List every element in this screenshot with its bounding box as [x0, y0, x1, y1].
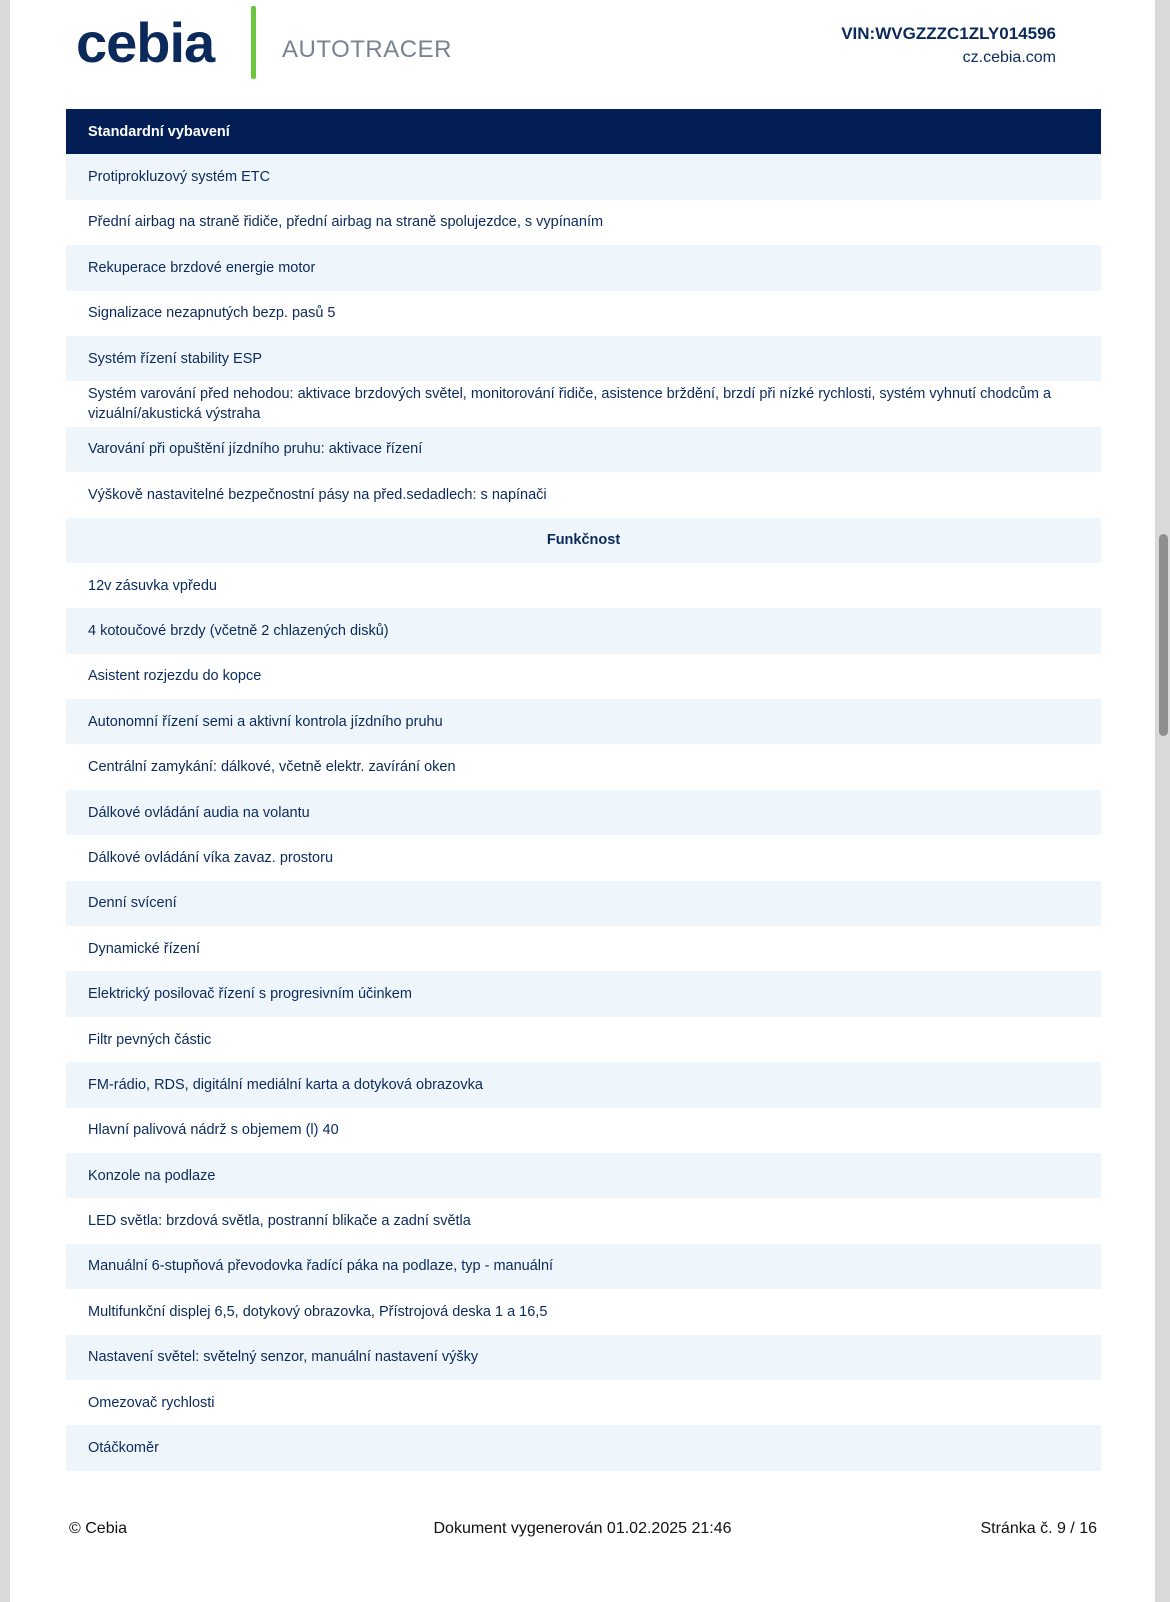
table-row: LED světla: brzdová světla, postranní blikače a zadní světla	[88, 1213, 471, 1230]
table-row: Signalizace nezapnutých bezp. pasů 5	[88, 305, 336, 322]
table-row: Hlavní palivová nádrž s objemem (l) 40	[88, 1122, 339, 1139]
page-number: Stránka č. 9 / 16	[980, 1520, 1097, 1537]
table-row: 4 kotoučové brzdy (včetně 2 chlazených disků)	[66, 608, 1101, 653]
table-row: Denní svícení	[66, 881, 1101, 926]
table-row: Manuální 6-stupňová převodovka řadící páka na podlaze, typ - manuální	[66, 1244, 1101, 1289]
generated-date: Dokument vygenerován 01.02.2025 21:46	[433, 1520, 732, 1537]
site-link[interactable]: cz.cebia.com	[962, 49, 1056, 66]
table-row: Rekuperace brzdové energie motor	[66, 245, 1101, 290]
vin-number: VIN:WVGZZZC1ZLY014596	[841, 24, 1056, 43]
table-row: Omezovač rychlosti	[88, 1394, 215, 1411]
table-row: Výškově nastavitelné bezpečnostní pásy na před.sedadlech: s napínači	[88, 486, 547, 503]
page-footer	[10, 1520, 1155, 1544]
table-row: FM-rádio, RDS, digitální mediální karta a dotyková obrazovka	[66, 1062, 1101, 1107]
table-row: Autonomní řízení semi a aktivní kontrola jízdního pruhu	[66, 699, 1101, 744]
table-row: Elektrický posilovač řízení s progresivním účinkem	[66, 971, 1101, 1016]
table-row: Přední airbag na straně řidiče, přední airbag na straně spolujezdce, s vypínaním	[88, 214, 604, 231]
table-row: Otáčkoměr	[66, 1425, 1101, 1470]
table-row: Centrální zamykání: dálkové, včetně elektr. zavírání oken	[88, 759, 456, 776]
table-row: Varování při opuštění jízdního pruhu: aktivace řízení	[66, 427, 1101, 472]
table-row: Konzole na podlaze	[66, 1153, 1101, 1198]
table-row: 12v zásuvka vpředu	[88, 577, 217, 594]
cebia-logo: cebia	[76, 11, 215, 74]
table-row: Dálkové ovládání audia na volantu	[66, 790, 1101, 835]
table-row: Systém řízení stability ESP	[66, 336, 1101, 381]
table-row: Nastavení světel: světelný senzor, manuální nastavení výšky	[66, 1335, 1101, 1380]
table-row: Protiprokluzový systém ETC	[66, 154, 1101, 199]
table-row: Dynamické řízení	[88, 940, 201, 957]
table-row: Multifunkční displej 6,5, dotykový obrazovka, Přístrojová deska 1 a 16,5	[88, 1303, 548, 1320]
page-header	[10, 0, 1155, 100]
logo-divider	[251, 6, 256, 79]
equipment-table	[66, 109, 1101, 1471]
section-title: Funkčnost	[66, 518, 1101, 563]
table-row: Asistent rozjezdu do kopce	[88, 668, 262, 685]
copyright-text: © Cebia	[69, 1520, 128, 1537]
table-row: Filtr pevných částic	[88, 1031, 212, 1048]
vertical-scrollbar[interactable]	[1159, 534, 1168, 736]
table-row: Systém varování před nehodou: aktivace brzdových světel, monitorování řidiče, asistence brždění, brzdí při nízké rychlosti, systém vyhnutí chodcům a vizuální/akustická výstraha	[88, 386, 1052, 423]
table-heading: Standardní vybavení	[66, 109, 1101, 154]
product-name: AUTOTRACER	[282, 36, 452, 63]
document-page	[10, 0, 1155, 1602]
table-row: Dálkové ovládání víka zavaz. prostoru	[88, 849, 334, 866]
